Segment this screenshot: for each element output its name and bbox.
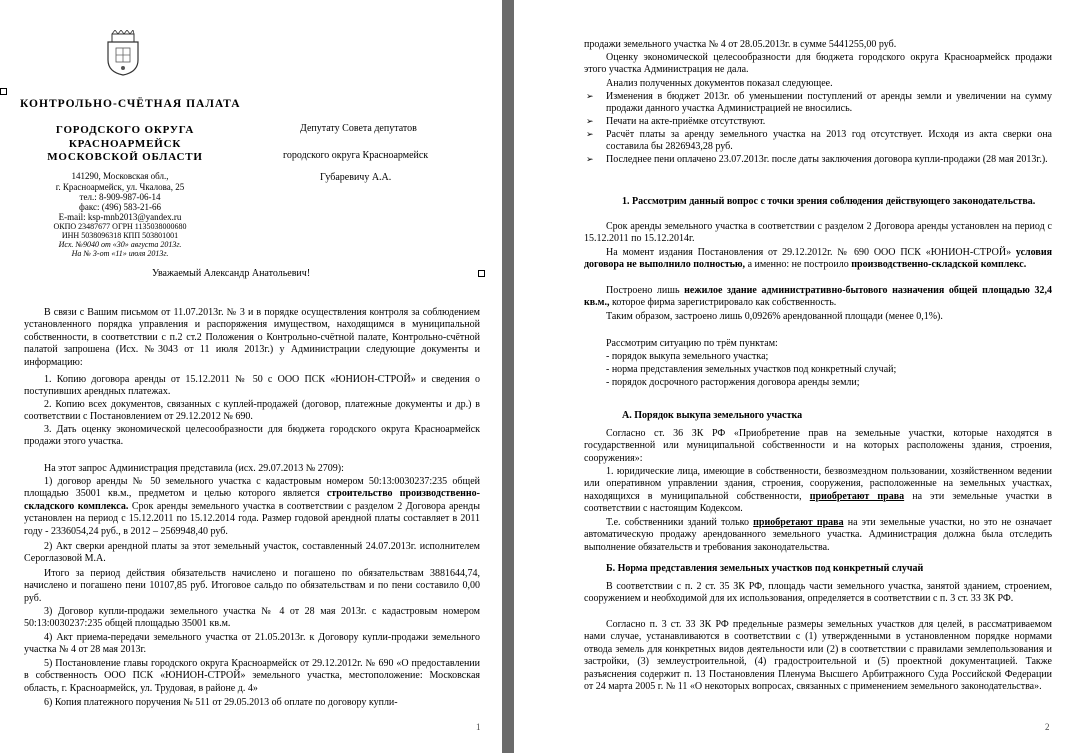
s1-p2-bold-end: производственно-складской комплекс. xyxy=(851,259,1027,271)
s1-p2-text-mid: а именно: не построило xyxy=(745,259,852,271)
layout-marker xyxy=(478,270,485,277)
response-item-1-bold: строительство производственно-складского комплекса. xyxy=(24,488,480,512)
response-item-1-text-end: Срок аренды земельного участка в соответствии с разделом 2 Договора аренды установлен на период с 15.12.2011 по 15.12.2014 года. Размер годовой арендной платы составляет в 2011 году - 2336054,24 руб., в 2012 – 2569948,40 руб. xyxy=(24,500,480,537)
response-item-4: 4) Акт приема-передачи земельного участка от 21.05.2013г. к Договору купли-продажи земельного участка № 4 от 28 мая 2013г. xyxy=(24,632,480,656)
recipient-line-1: Депутату Совета депутатов xyxy=(300,123,417,134)
a-p3-text: Т.е. собственники зданий только xyxy=(606,517,754,528)
a-p2-text: 1. юридические лица, имеющие в собственности, безвозмездном пользовании, хозяйственном ведении или оперативном управлении здания, строения, сооружения, расположенные на земельных участках, находящихся в муниципальной собственности, xyxy=(584,466,1052,502)
intro-paragraph: В связи с Вашим письмом от 11.07.2013г. № 3 и в порядке осуществления контроля за соблюдением установленного порядка управления и распоряжения имуществом, находящимся в муниципальной собственности, в соответствии с п.2 ст.2 Положения о Контрольно-счётной палате, Контрольно-счётной палатой запрошена (Исх. №3043 от 11 июля 2013г.) у Администрации следующие документы и информацию: xyxy=(24,307,480,368)
finding-1: Изменения в бюджет 2013г. об уменьшении поступлений от аренды земли и увеличении на сумму продажи данного участка Администрацией не вносились. xyxy=(606,91,1052,115)
okrug-line-1: ГОРОДСКОГО ОКРУГА xyxy=(55,124,195,136)
okrug-line-3: МОСКОВСКОЙ ОБЛАСТИ xyxy=(47,151,203,163)
email: E-mail: ksp-mnb2013@yandex.ru xyxy=(58,212,182,222)
request-item-2: 2. Копию всех документов, связанных с куплей-продажей (договор, платежные документы и др.) в соответствии с Постановлением от 29.12.2012 № 690. xyxy=(24,399,480,423)
request-item-1: 1. Копию договора аренды от 15.12.2011 № 50 с ООО ПСК «ЮНИОН-СТРОЙ» и сведения о поступивших арендных платежах. xyxy=(24,374,480,398)
page-gap xyxy=(502,0,514,753)
response-item-5: 5) Постановление главы городского округа Красноармейск от 29.12.2012г. № 690 «О предоставлении в собственность ООО ПСК «ЮНИОН-СТРОЙ» земельного участка, местоположение: Московская область, г. Красноармейск, ул. Трудовая, в районе д. 4» xyxy=(24,658,480,694)
situation-item-1: - порядок выкупа земельного участка; xyxy=(606,351,769,362)
s1-p3-text: Построено лишь xyxy=(606,285,685,296)
bullet-arrow-icon: ➢ xyxy=(586,116,594,126)
phone: тел.: 8-909-987-06-14 xyxy=(79,192,161,202)
page-number: 1 xyxy=(476,722,481,732)
chamber-title: КОНТРОЛЬНО-СЧЁТНАЯ ПАЛАТА xyxy=(20,98,241,110)
outgoing-ref: Исх. №9040 от «30» августа 2013г. xyxy=(58,240,182,249)
bullet-arrow-icon: ➢ xyxy=(586,129,594,139)
situation-intro: Рассмотрим ситуацию по трём пунктам: xyxy=(606,338,778,349)
a-p2-bold: приобретают права xyxy=(809,490,905,502)
s1-p2-bold: условия договора не выполнило полностью, xyxy=(584,247,1052,271)
coat-of-arms-icon xyxy=(104,30,142,76)
response-intro: На этот запрос Администрация представила (исх. 29.07.2013 № 2709): xyxy=(44,463,344,474)
response-item-3: 3) Договор купли-продажи земельного участка № 4 от 28 мая 2013г. с кадастровым номером 50:13:0030237:235 общей площадью 35001 кв.м. xyxy=(24,606,480,630)
recipient-name: Губаревичу А.А. xyxy=(320,172,392,183)
response-item-2: 2) Акт сверки арендной платы за этот земельный участок, составленный 24.07.2013г. исполнителем Сероглазовой М.А. xyxy=(24,541,480,565)
response-item-1 xyxy=(24,476,480,538)
inn: ИНН 5038096318 КПП 503801001 xyxy=(61,231,179,240)
finding-4: Последнее пени оплачено 23.07.2013г. после даты заключения договора купли-продажи (28 мая 2013г.). xyxy=(606,154,1048,165)
section-1-paragraph-2 xyxy=(584,247,1052,272)
a-p3-bold: приобретают права xyxy=(753,517,844,528)
section-a-paragraph-2 xyxy=(584,466,1052,516)
bullet-arrow-icon: ➢ xyxy=(586,154,594,164)
response-item-1-text: 1) договор аренды № 50 земельного участка с кадастровым номером 50:13:0030237:235 общей площадью 35001 кв.м., предметом и целью которого является xyxy=(24,476,480,500)
section-a-paragraph-1: Согласно ст. 36 ЗК РФ «Приобретение прав на земельные участки, которые находятся в государственной или муниципальной собственности и на которых расположены здания, строения, сооружения»: xyxy=(584,428,1052,464)
page-number: 2 xyxy=(1045,722,1050,732)
response-item-2-total: Итого за период действия обязательств начислено и погашено по обязательствам 3881644,74, начислено и погашено пени 10107,85 руб. Итоговое сальдо по обязательствам и по пени составило 0,00 руб. xyxy=(24,568,480,604)
incoming-ref: На № 3-от «11» июля 2013г. xyxy=(71,249,169,258)
section-b-title: Б. Норма представления земельных участков под конкретный случай xyxy=(606,563,924,574)
section-b-paragraph-1: В соответствии с п. 2 ст. 35 ЗК РФ, площадь части земельного участка, занятой зданием, строением, сооружением и необходимой для их использования, определяется в соответствии с п. 3 ст. 33 ЗК РФ. xyxy=(584,581,1052,605)
continuation-line: продажи земельного участка № 4 от 28.05.2013г. в сумме 5441255,00 руб. xyxy=(584,39,897,50)
salutation: Уважаемый Александр Анатольевич! xyxy=(152,268,311,279)
finding-3: Расчёт платы за аренду земельного участка на 2013 год отсутствует. Исходя из акта сверки она составила бы 2826943,28 руб. xyxy=(606,129,1052,153)
finding-2: Печати на акте-приёмке отсутствуют. xyxy=(606,116,766,127)
response-item-6: 6) Копия платежного поручения № 511 от 29.05.2013 об оплате по договору купли- xyxy=(44,697,398,708)
section-a-title: А. Порядок выкупа земельного участка xyxy=(622,410,803,421)
s1-p3-bold: нежилое здание административно-бытового назначения общей площадью 32,4 кв.м., xyxy=(584,285,1053,309)
a-p2-text-end: на эти земельные участки в соответствии с настоящим Кодексом. xyxy=(584,490,1052,515)
request-item-3: 3. Дать оценку экономической целесообразности для бюджета городского округа Красноармейск продажи этого участка. xyxy=(24,424,480,448)
s1-p2-text: На момент издания Постановления от 29.12.2012г. № 690 ООО ПСК «ЮНИОН-СТРОЙ» xyxy=(606,247,1016,258)
document-page-2 xyxy=(514,0,1067,753)
section-1-paragraph-1: Срок аренды земельного участка в соответствии с разделом 2 Договора аренды установлен на период с 15.12.2011 по 15.12.2014г. xyxy=(584,221,1052,245)
s1-p3-text-end: которое фирма зарегистрировало как собственность. xyxy=(609,297,837,309)
address-line-2: г. Красноармейск, ул. Чкалова, 25 xyxy=(55,182,185,192)
section-b-paragraph-2: Согласно п. 3 ст. 33 ЗК РФ предельные размеры земельных участков для целей, в рассматриваемом нами случае, устанавливаются в соответствии с (1) утвержденными в установленном порядке нормами отвода земель для конкретных видов деятельности или (2) в соответствии с правилами землепользования и застройки, (3) землеустроительной, (4) градостроительной и (5) проектной документацией. Также разъяснения содержит п. 13 Постановления Пленума Высшего Арбитражного Суда Российской Федерации от 24 марта 2005 г. № 11 «О некоторых вопросах, связанных с применением земельного законодательства». xyxy=(584,619,1052,693)
a-p3-text-end: на эти земельные участки, но это не означает автоматическую продажу арендованного земельного участка. Администрация должна была отследить выполнение обязательств и требования законодательства. xyxy=(584,517,1052,553)
fax: факс: (496) 583-21-66 xyxy=(79,202,161,212)
situation-item-3: - порядок досрочного расторжения договора аренды земли; xyxy=(606,377,860,388)
bullet-arrow-icon: ➢ xyxy=(586,91,594,101)
analysis-intro: Анализ полученных документов показал следующее. xyxy=(606,78,833,89)
document-page-1 xyxy=(0,0,502,753)
section-1-paragraph-4: Таким образом, застроено лишь 0,0926% арендованной площади (менее 0,1%). xyxy=(606,311,943,322)
recipient-line-2: городского округа Красноармейск xyxy=(283,150,429,161)
okpo: ОКПО 23487677 ОГРН 1135038000680 xyxy=(53,222,187,231)
situation-item-2: - норма представления земельных участков под конкретный случай; xyxy=(606,364,897,375)
section-a-paragraph-3 xyxy=(584,517,1052,554)
address-line-1: 141290, Московская обл., xyxy=(71,171,169,181)
okrug-line-2: КРАСНОАРМЕЙСК xyxy=(68,138,182,150)
assessment-note: Оценку экономической целесообразности для бюджета городского округа Красноармейск продажи этого участка Администрация не дала. xyxy=(584,52,1052,76)
layout-marker xyxy=(0,88,7,95)
section-1-title: 1. Рассмотрим данный вопрос с точки зрения соблюдения действующего законодательства. xyxy=(622,196,1036,207)
section-1-paragraph-3 xyxy=(584,285,1052,310)
